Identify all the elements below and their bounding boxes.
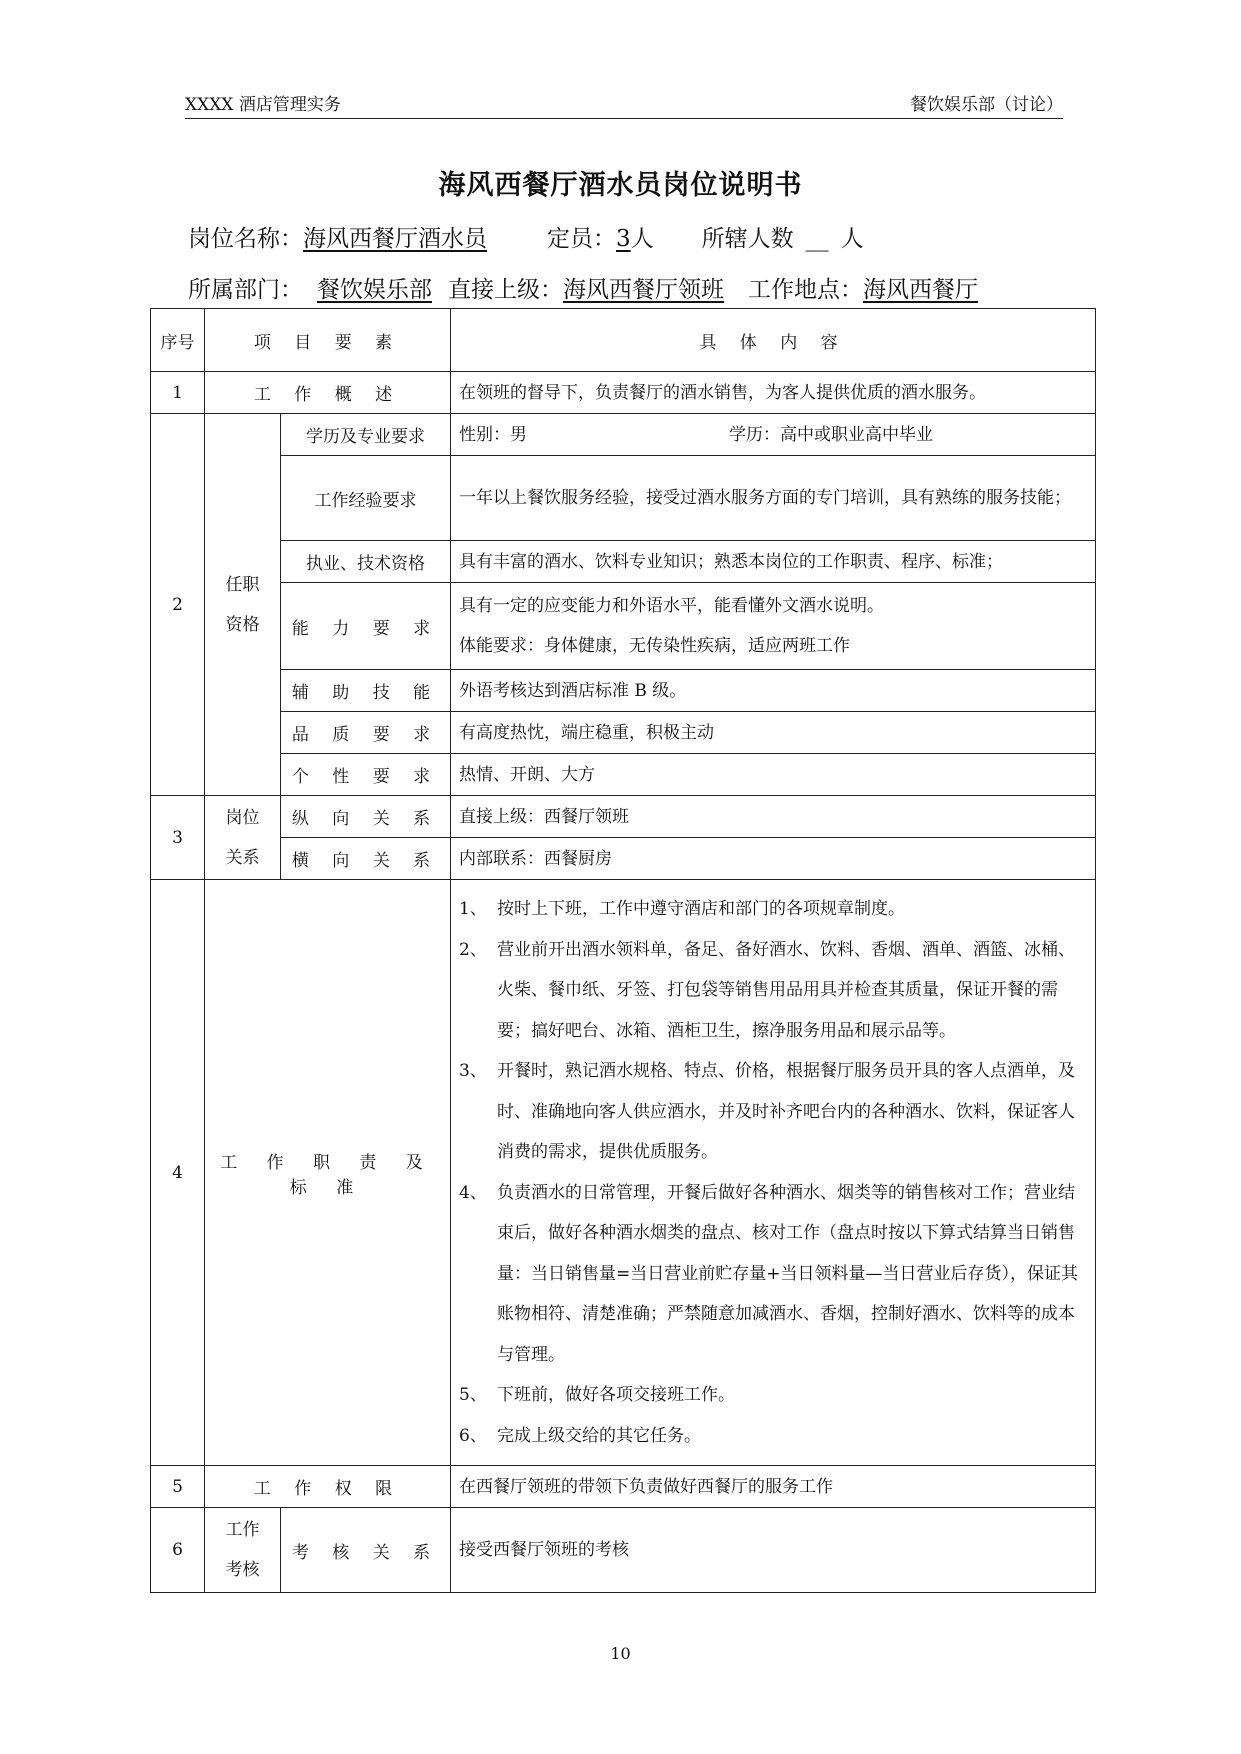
row-item: 个 性 要 求	[281, 754, 451, 796]
row-item: 学历及专业要求	[281, 414, 451, 456]
table-row	[151, 670, 1096, 712]
ability-line: 具有一定的应变能力和外语水平，能看懂外文酒水说明。	[459, 596, 884, 616]
header-item: 项 目 要 素	[205, 309, 451, 372]
duty-number: 2、	[459, 939, 487, 960]
department-value: 餐饮娱乐部	[317, 277, 432, 303]
row-no: 3	[151, 796, 205, 880]
subordinates-label: 所辖人数	[701, 226, 794, 252]
header-book-title: XXXX 酒店管理实务	[185, 95, 341, 115]
row-content	[451, 414, 1096, 456]
duties-cell	[451, 880, 1096, 1466]
table-header-row	[151, 309, 1096, 372]
duty-item	[459, 1051, 1087, 1173]
row-no: 4	[151, 880, 205, 1466]
row-item: 能 力 要 求	[281, 583, 451, 670]
quota-label: 定员：	[547, 226, 616, 252]
table-row	[151, 372, 1096, 414]
row-item: 纵 向 关 系	[281, 796, 451, 838]
row-item: 工 作 权 限	[205, 1466, 451, 1508]
job-description-table	[150, 308, 1096, 1593]
row-item: 品 质 要 求	[281, 712, 451, 754]
row-content: 内部联系：西餐厨房	[451, 838, 1096, 880]
duty-text: 营业前开出酒水领料单，备足、备好酒水、饮料、香烟、酒单、酒篮、冰桶、火柴、餐巾纸、牙签、打包袋等销售用品用具并检查其质量，保证开餐的需要；搞好吧台、冰箱、酒柜卫生，擦净服务用品和展示品等。	[497, 939, 1075, 1041]
duty-number: 1、	[459, 899, 487, 919]
document-title: 海风西餐厅酒水员岗位说明书	[438, 170, 803, 201]
duty-text: 完成上级交给的其它任务。	[497, 1425, 701, 1446]
row-no: 6	[151, 1508, 205, 1593]
superior-label: 直接上级：	[448, 277, 563, 303]
duty-item	[459, 930, 1087, 1052]
row-item: 辅 助 技 能	[281, 670, 451, 712]
page-header	[185, 88, 1063, 119]
duty-text: 开餐时，熟记酒水规格、特点、价格，根据餐厅服务员开具的客人点酒单，及时、准确地向客人供应酒水，并及时补齐吧台内的各种酒水、饮料，保证客人消费的需求，提供优质服务。	[497, 1061, 1075, 1162]
info-line-2	[188, 271, 978, 304]
duty-item	[459, 1173, 1087, 1376]
row-no: 1	[151, 372, 205, 414]
header-no: 序号	[151, 309, 205, 372]
row-item: 考 核 关 系	[281, 1508, 451, 1593]
row-content	[451, 583, 1096, 670]
row-group: 任职资格	[205, 414, 281, 796]
duty-number: 6、	[459, 1425, 487, 1446]
table-row	[151, 754, 1096, 796]
row-content: 在西餐厅领班的带领下负责做好西餐厅的服务工作	[451, 1466, 1096, 1508]
table-row	[151, 414, 1096, 456]
table-row	[151, 880, 1096, 1466]
quota-value: 3	[616, 226, 631, 252]
table-row	[151, 1508, 1096, 1593]
table-row	[151, 541, 1096, 583]
row-item: 工 作 职 责 及 标 准	[205, 880, 451, 1466]
quota-unit: 人	[630, 226, 654, 252]
row-content: 外语考核达到酒店标准 B 级。	[451, 670, 1096, 712]
info-line-1	[188, 220, 864, 253]
row-content: 一年以上餐饮服务经验，接受过酒水服务方面的专门培训，具有熟练的服务技能；	[451, 456, 1096, 541]
row-content: 在领班的督导下，负责餐厅的酒水销售，为客人提供优质的酒水服务。	[451, 372, 1096, 414]
table-row	[151, 456, 1096, 541]
subordinates-value: __	[805, 226, 829, 252]
row-item: 横 向 关 系	[281, 838, 451, 880]
row-content: 有高度热忱，端庄稳重，积极主动	[451, 712, 1096, 754]
row-content: 热情、开朗、大方	[451, 754, 1096, 796]
location-label: 工作地点：	[748, 277, 863, 303]
degree-value: 学历：高中或职业高中毕业	[729, 424, 933, 445]
header-section: 餐饮娱乐部（讨论）	[910, 95, 1063, 115]
subordinates-unit: 人	[840, 226, 864, 252]
duty-text: 负责酒水的日常管理，开餐后做好各种酒水、烟类等的销售核对工作；营业结束后，做好各种酒水烟类的盘点、核对工作（盘点时按以下算式结算当日销售量：当日销售量=当日营业前贮存量+当日领料量—当日营业后存货），保证其账物相符、清楚准确；严禁随意加减酒水、香烟，控制好酒水、饮料等的成本与管理。	[497, 1182, 1078, 1365]
duty-number: 4、	[459, 1182, 487, 1203]
row-group: 岗位关系	[205, 796, 281, 880]
row-content: 接受西餐厅领班的考核	[451, 1508, 1096, 1593]
position-label: 岗位名称：	[188, 226, 303, 252]
duty-item	[459, 1416, 1087, 1457]
row-group: 工作考核	[205, 1508, 281, 1593]
table-row	[151, 583, 1096, 670]
duty-item	[459, 1375, 1087, 1416]
fitness-line: 体能要求：身体健康，无传染性疾病，适应两班工作	[459, 636, 850, 656]
duty-text: 下班前，做好各项交接班工作。	[497, 1385, 735, 1405]
table-row	[151, 838, 1096, 880]
row-item: 工作经验要求	[281, 456, 451, 541]
gender-value: 性别：男	[459, 424, 527, 445]
duty-item	[459, 889, 1087, 930]
duty-text: 按时上下班，工作中遵守酒店和部门的各项规章制度。	[497, 899, 905, 919]
table-row	[151, 796, 1096, 838]
row-content: 直接上级：西餐厅领班	[451, 796, 1096, 838]
position-value: 海风西餐厅酒水员	[303, 226, 487, 252]
table-row	[151, 1466, 1096, 1508]
row-no: 5	[151, 1466, 205, 1508]
row-no: 2	[151, 414, 205, 796]
row-item: 工 作 概 述	[205, 372, 451, 414]
page-number: 10	[610, 1644, 631, 1663]
department-label: 所属部门：	[188, 277, 303, 303]
header-content: 具 体 内 容	[451, 309, 1096, 372]
duty-number: 5、	[459, 1385, 487, 1405]
superior-value: 海风西餐厅领班	[563, 277, 724, 303]
row-content: 具有丰富的酒水、饮料专业知识；熟悉本岗位的工作职责、程序、标准；	[451, 541, 1096, 583]
duty-number: 3、	[459, 1061, 487, 1081]
table-row	[151, 712, 1096, 754]
location-value: 海风西餐厅	[863, 277, 978, 303]
row-item: 执业、技术资格	[281, 541, 451, 583]
